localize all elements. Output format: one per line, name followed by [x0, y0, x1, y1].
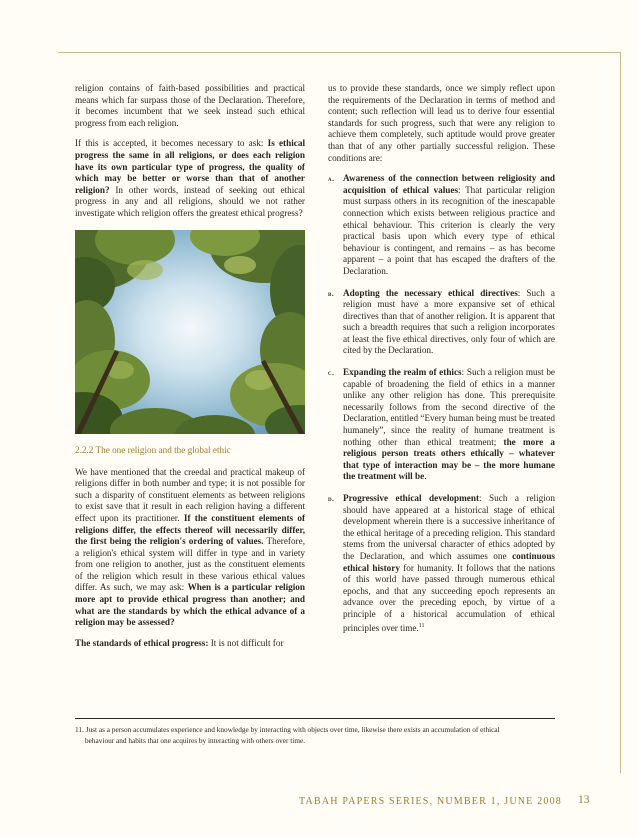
list-marker: c.	[328, 368, 335, 378]
page-number: 13	[578, 794, 590, 806]
footnote: 11. Just as a person accumulates experience and knowledge by interacting with objects over time, likewise there exists an accumulation of ethical behaviour and habits that one acquires by interacting with others over time.	[75, 725, 500, 745]
left-paragraph-1: religion contains of faith-based possibilities and practical means which far surpass those of the Declaration. Therefore, it becomes incumbent that we seek instead such ethical progress from each religion.	[75, 83, 305, 128]
question-bold: Is ethical progress the same in all religions, or does each religion have its own particular type of progress, the quality of which may be better or worse than that of another religion?	[75, 138, 305, 195]
left-paragraph-2: If this is accepted, it becomes necessary to ask: Is ethical progress the same in all religions, or does each religion have its own particular type of progress, the quality of which may be better or worse than that of another religion? In other words, instead of seeking out ethical progress in any and all religions, should we not rather investigate which religion offers the greatest ethical progress?	[75, 138, 305, 218]
list-item: b. Adopting the necessary ethical directives: Such a religion must have a more expansive set of ethical directives than that of another religion. It is apparent that such a breadth requires that such a religion incorporates at least the five ethical directives, only four of which are cited by the Declaration.	[328, 287, 555, 356]
footer-series-title: TABAH PAPERS SERIES, NUMBER 1, JUNE 2008	[299, 796, 562, 807]
tree-canopy-photo	[75, 230, 305, 434]
list-item: a. Awareness of the connection between religiosity and acquisition of ethical values: That particular religion must surpass others in its recognition of the inescapable connection which exists between religious practice and ethical behaviour. This criterion is clearly the very practical basis upon which every type of ethical behaviour is contingent, and remains – as has become apparent – a point that has escaped the drafters of the Declaration.	[328, 173, 555, 276]
list-item: c. Expanding the realm of ethics: Such a religion must be capable of broadening the field of ethics in a manner unlike any other religion has done. This prerequisite necessarily follows from the second directive of the Declaration, entitled “Every human being must be treated humanely”, since the reality of humane treatment is nothing other than ethical treatment; the more a religious person treats others ethically – whatever that type of interaction may be – the more humane the treatment will be.	[328, 367, 555, 482]
footnote-divider	[75, 718, 555, 719]
list-item: d. Progressive ethical development: Such a religion should have appeared at a historical stage of ethical development wherein there is a successive inheritance of the ethical heritage of a preceding religion. This standard stems from the universal character of ethics adopted by the Declaration, and which assumes one continuous ethical history for humanity. It follows that the nations of this world have passed through numerous ethical epochs, and that any succeeding epoch represents an advance over the preceding epoch, by virtue of a principle of a historical accumulation of ethical principles over time.$^{11}$	[328, 493, 556, 633]
list-marker: a.	[328, 174, 335, 184]
right-paragraph-1: us to provide these standards, once we simply reflect upon the requirements of the Declaration in terms of method and content; such reflection will lead us to derive four essential standards for such progress, such that were any religion to achieve them completely, such aptitude would prove greater than that of any other partially successful religion. These conditions are:	[328, 83, 555, 163]
footnote-reference[interactable]: 11	[418, 622, 425, 629]
section-title: 2.2.2 The one religion and the global ethic	[75, 444, 231, 455]
list-marker: d.	[328, 494, 335, 503]
list-marker: b.	[328, 288, 335, 298]
right-column	[328, 83, 555, 644]
left-paragraph-4: The standards of ethical progress: It is not difficult for	[75, 637, 284, 648]
left-column	[75, 83, 305, 658]
left-paragraph-3: We have mentioned that the creedal and practical makeup of religions differ in both number and type; it is not possible for such a disparity of constituent elements as between religions to exist save that it result in each religion having a different effect upon its practitioner. If the constituent elements of religions differ, the effects thereof will necessarily differ, the first being the religion's ordering of values. Therefore, a religion's ethical system will differ in type and in variety from one religion to another, just as the constituent elements of the religion which result in these various ethical values differ. As such, we may ask: When is a particular religion more apt to provide ethical progress than another; and what are the standards by which the ethical advance of a religion may be assessed?	[75, 466, 306, 628]
